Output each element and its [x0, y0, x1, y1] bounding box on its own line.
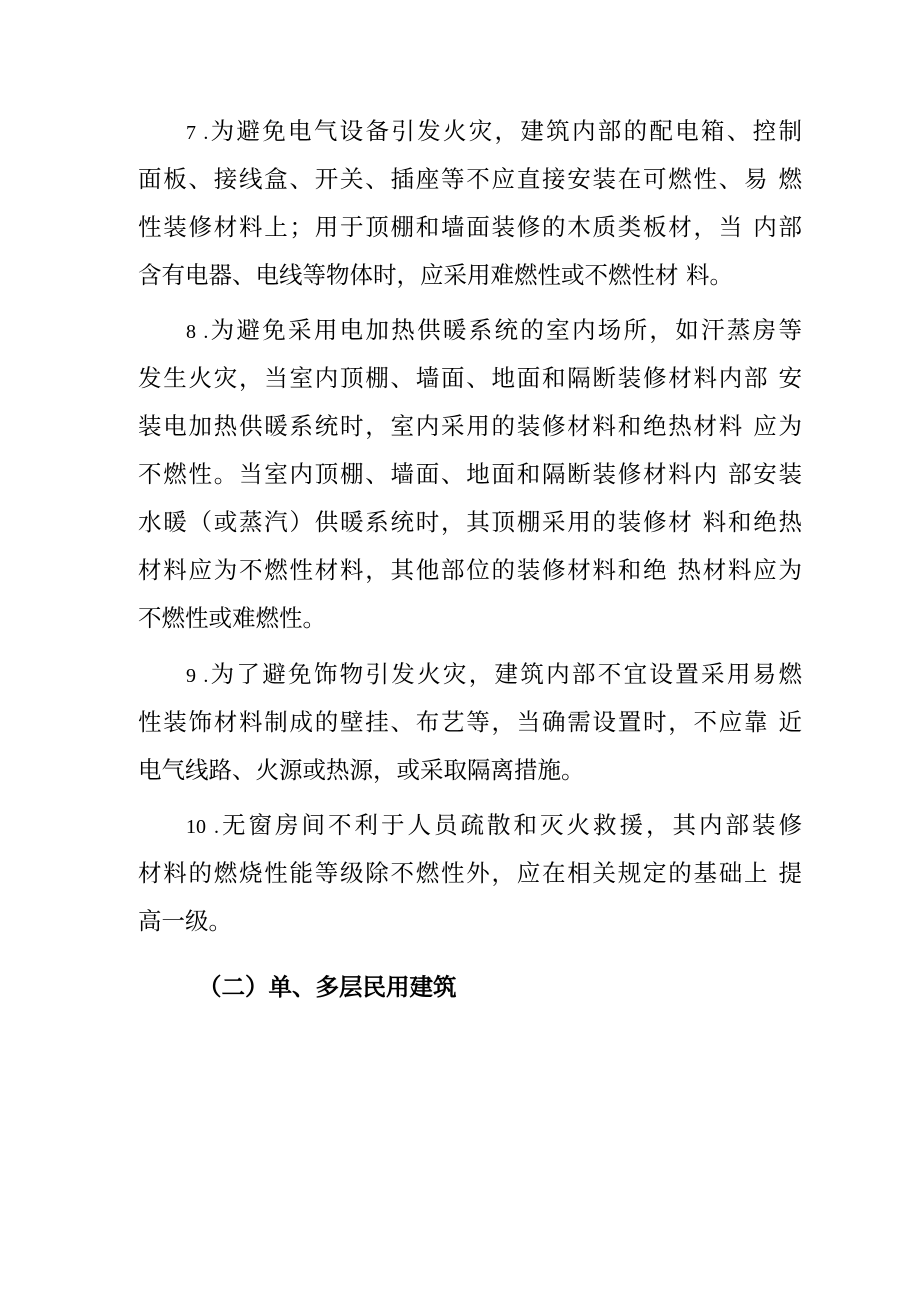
paragraph-line: 装电加热供暖系统时，室内采用的装修材料和绝热材料 应为 [138, 412, 802, 440]
paragraph-line: 10 .无窗房间不利于人员疏散和灭火救援，其内部装修 [186, 811, 802, 839]
section-heading: （二）单、多层民用建筑 [198, 973, 457, 1001]
paragraph-line: 性装饰材料制成的壁挂、布艺等，当确需设置时，不应靠 近 [138, 708, 802, 736]
paragraph-line: 不燃性或难燃性。 [138, 604, 326, 632]
paragraph-line: 材料应为不燃性材料，其他部位的装修材料和绝 热材料应为 [138, 556, 802, 584]
paragraph-line: 发生火灾，当室内顶棚、墙面、地面和隔断装修材料内部 安 [138, 364, 802, 392]
paragraph-line: 9 .为了避免饰物引发火灾，建筑内部不宜设置采用易燃 [186, 660, 802, 688]
item-number: 9 . [186, 665, 209, 687]
paragraph-line: 8 .为避免采用电加热供暖系统的室内场所，如汗蒸房等 [186, 316, 802, 344]
paragraph-line: 含有电器、电线等物体时，应采用难燃性或不燃性材 料。 [138, 261, 733, 289]
item-number: 7 . [186, 122, 209, 144]
paragraph-line: 面板、接线盒、开关、插座等不应直接安装在可燃性、易 燃 [138, 165, 802, 193]
paragraph-line: 水暖（或蒸汽）供暖系统时，其顶棚采用的装修材 料和绝热 [138, 508, 802, 536]
paragraph-line: 材料的燃烧性能等级除不燃性外，应在相关规定的基础上 提 [138, 859, 802, 887]
paragraph-8 [138, 306, 802, 642]
paragraph-9 [138, 650, 802, 794]
item-number: 10 . [186, 816, 219, 838]
paragraph-line: 不燃性。当室内顶棚、墙面、地面和隔断装修材料内 部安装 [138, 460, 802, 488]
item-number: 8 . [186, 321, 209, 343]
paragraph-10 [138, 801, 802, 945]
paragraph-line: 高一级。 [138, 907, 232, 935]
paragraph-line: 电气线路、火源或热源，或采取隔离措施。 [138, 756, 585, 784]
paragraph-line: 7 .为避免电气设备引发火灾，建筑内部的配电箱、控制 [186, 117, 802, 145]
paragraph-line: 性装修材料上；用于顶棚和墙面装修的木质类板材，当 内部 [138, 213, 802, 241]
paragraph-7 [138, 107, 802, 299]
